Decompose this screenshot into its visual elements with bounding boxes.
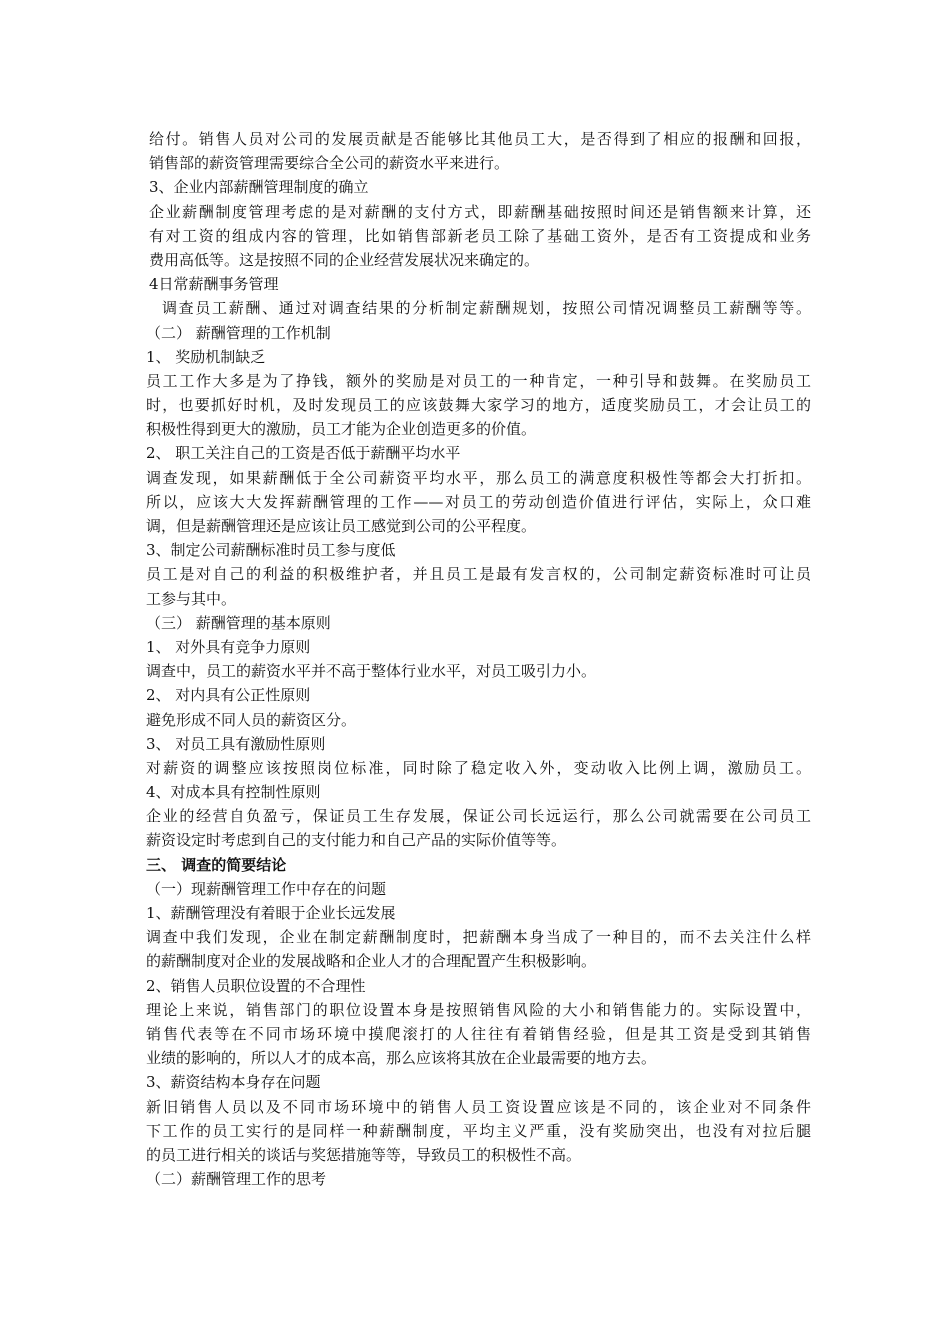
text-line: 下工作的员工实行的是同样一种薪酬制度，平均主义严重，没有奖励突出，也没有对拉后腿: [146, 1121, 811, 1140]
text-line: 薪资设定时考虑到自己的支付能力和自己产品的实际价值等等。: [146, 831, 567, 850]
text-line: 的薪酬制度对企业的发展战略和企业人才的合理配置产生积极影响。: [146, 952, 597, 971]
text-line: 工参与其中。: [146, 589, 237, 608]
text-line: 调查员工薪酬、通过对调查结果的分析制定薪酬规划，按照公司情况调整员工薪酬等等。: [162, 299, 811, 318]
text-line: 员工工作大多是为了挣钱，额外的奖励是对员工的一种肯定，一种引导和鼓舞。在奖励员工: [146, 371, 811, 390]
text-line: 3、 对员工具有激励性原则: [146, 734, 326, 753]
text-line: 1、 奖励机制缺乏: [146, 347, 266, 366]
text-line: 理论上来说，销售部门的职位设置本身是按照销售风险的大小和销售能力的。实际设置中，: [146, 1000, 811, 1019]
text-line: （二） 薪酬管理的工作机制: [146, 323, 331, 342]
text-line: 调查中我们发现，企业在制定薪酬制度时，把薪酬本身当成了一种目的，而不去关注什么样: [146, 928, 811, 947]
text-line: 3、企业内部薪酬管理制度的确立: [149, 178, 369, 197]
text-line: 2、 职工关注自己的工资是否低于薪酬平均水平: [146, 444, 461, 463]
text-line: 调查发现，如果薪酬低于全公司薪资平均水平，那么员工的满意度积极性等都会大打折扣。: [146, 468, 811, 487]
text-line: 调查中，员工的薪资水平并不高于整体行业水平，对员工吸引力小。: [146, 662, 597, 681]
text-line: 企业薪酬制度管理考虑的是对薪酬的支付方式，即薪酬基础按照时间还是销售额来计算，还: [149, 202, 811, 221]
text-line: 所以，应该大大发挥薪酬管理的工作——对员工的劳动创造价值进行评估，实际上，众口难: [146, 492, 811, 511]
text-line: 给付。销售人员对公司的发展贡献是否能够比其他员工大，是否得到了相应的报酬和回报，: [149, 130, 811, 148]
text-line: 企业的经营自负盈亏，保证员工生存发展，保证公司长远运行，那么公司就需要在公司员工: [146, 807, 811, 826]
text-line: 的员工进行相关的谈话与奖惩措施等等，导致员工的积极性不高。: [146, 1145, 582, 1164]
text-line: （三） 薪酬管理的基本原则: [146, 613, 331, 632]
text-line: 员工是对自己的利益的积极维护者，并且员工是最有发言权的，公司制定薪资标准时可让员: [146, 565, 811, 584]
document-page: [146, 127, 811, 1191]
text-line: 3、制定公司薪酬标准时员工参与度低: [146, 541, 396, 560]
text-line: 有对工资的组成内容的管理，比如销售部新老员工除了基础工资外，是否有工资提成和业务: [149, 226, 811, 245]
text-line: 4日常薪酬事务管理: [149, 275, 279, 294]
text-line: 销售代表等在不同市场环境中摸爬滚打的人往往有着销售经验，但是其工资是受到其销售: [146, 1024, 811, 1043]
section-heading: 三、 调查的简要结论: [146, 855, 287, 874]
text-line: （二）薪酬管理工作的思考: [146, 1170, 327, 1189]
text-line: 积极性得到更大的激励，员工才能为企业创造更多的价值。: [146, 420, 537, 439]
text-line: 新旧销售人员以及不同市场环境中的销售人员工资设置应该是不同的，该企业对不同条件: [146, 1097, 811, 1116]
text-line: 1、薪酬管理没有着眼于企业长远发展: [146, 904, 396, 922]
text-line: 3、薪资结构本身存在问题: [146, 1073, 321, 1092]
text-line: 1、 对外具有竞争力原则: [146, 637, 311, 656]
text-line: （一）现薪酬管理工作中存在的问题: [146, 879, 387, 898]
text-line: 费用高低等。这是按照不同的企业经营发展状况来确定的。: [149, 250, 540, 269]
text-line: 对薪资的调整应该按照岗位标准，同时除了稳定收入外，变动收入比例上调，激励员工。: [146, 758, 811, 777]
text-line: 2、销售人员职位设置的不合理性: [146, 976, 366, 995]
text-line: 2、 对内具有公正性原则: [146, 686, 311, 705]
text-line: 时，也要抓好时机，及时发现员工的应该鼓舞大家学习的地方，适度奖励员工，才会让员工的: [146, 396, 811, 415]
text-line: 避免形成不同人员的薪资区分。: [146, 710, 357, 729]
text-line: 业绩的影响的，所以人才的成本高，那么应该将其放在企业最需要的地方去。: [146, 1049, 657, 1068]
text-line: 4、对成本具有控制性原则: [146, 783, 321, 802]
text-line: 调，但是薪酬管理还是应该让员工感觉到公司的公平程度。: [146, 517, 537, 535]
text-line: 销售部的薪资管理需要综合全公司的薪资水平来进行。: [149, 154, 510, 173]
